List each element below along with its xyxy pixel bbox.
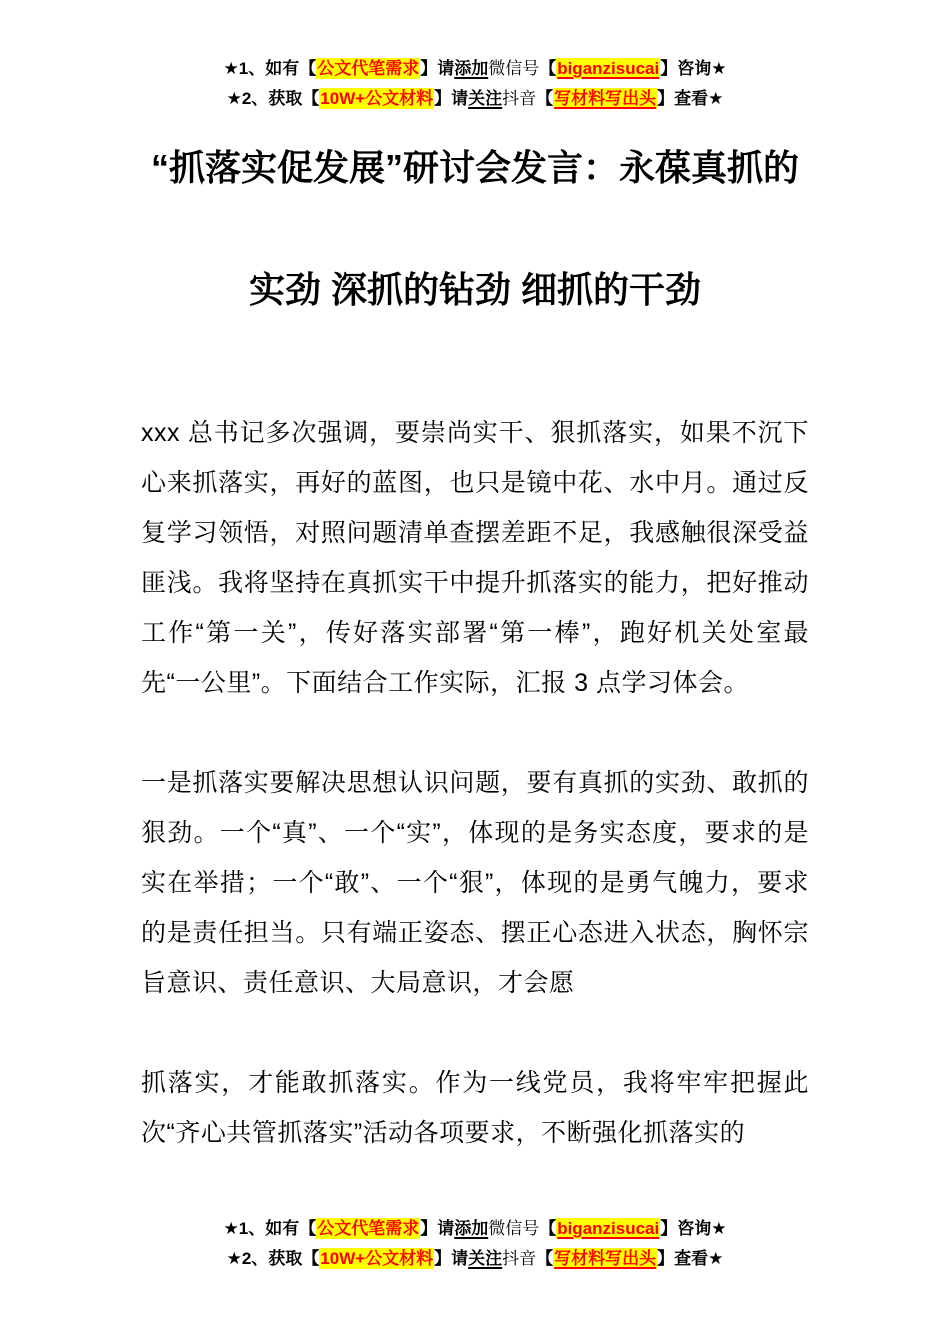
promo1-bracket: 【 bbox=[539, 59, 557, 78]
promo2-action-underlined: 关注 bbox=[468, 1249, 503, 1268]
promo1-prefix: ★1、如有【 bbox=[223, 59, 317, 78]
document-title-line-1: “抓落实促发展”研讨会发言：永葆真抓的 bbox=[150, 147, 799, 188]
promo2-douyin-id: 写材料写出头 bbox=[554, 1249, 657, 1268]
promo1-bracket: 【 bbox=[539, 1219, 557, 1238]
document-title-line-2: 实劲 深抓的钻劲 细抓的干劲 bbox=[248, 269, 701, 310]
footer-promo-line-2 bbox=[0, 1244, 950, 1274]
promo1-action-underlined: 添加 bbox=[454, 59, 489, 78]
promo2-douyin-id: 写材料写出头 bbox=[554, 89, 657, 108]
promo1-keyword-highlight: 公文代笔需求 bbox=[317, 59, 420, 78]
body-paragraph-3: 抓落实，才能敢抓落实。作为一线党员，我将牢牢把握此次“齐心共管抓落实”活动各项要求，不断强化抓落实的 bbox=[141, 1069, 809, 1147]
promo1-suffix: 】咨询★ bbox=[660, 59, 727, 78]
promo1-keyword-highlight: 公文代笔需求 bbox=[317, 1219, 420, 1238]
promo2-prefix: ★2、获取【 bbox=[226, 1249, 320, 1268]
promo2-suffix: 】查看★ bbox=[657, 89, 724, 108]
document-title bbox=[0, 144, 950, 314]
promo1-channel: 微信号 bbox=[488, 59, 540, 78]
promo1-suffix: 】咨询★ bbox=[660, 1219, 727, 1238]
promo2-channel: 抖音 bbox=[502, 1249, 537, 1268]
promo2-keyword-highlight: 10W+公文材料 bbox=[320, 89, 434, 108]
body-paragraph-2: 一是抓落实要解决思想认识问题，要有真抓的实劲、敢抓的狠劲。一个“真”、一个“实”，体现的是务实态度，要求的是实在举措；一个“敢”、一个“狠”，体现的是勇气魄力，要求的是责任担当。只有端正姿态、摆正心态进入状态，胸怀宗旨意识、责任意识、大局意识，才会愿 bbox=[141, 769, 809, 997]
document-body bbox=[0, 408, 950, 1158]
promo2-channel: 抖音 bbox=[502, 89, 537, 108]
promo1-channel: 微信号 bbox=[488, 1219, 540, 1238]
header-promo-line-2 bbox=[0, 84, 950, 114]
promo1-wechat-id: biganzisucai bbox=[557, 59, 660, 78]
promo2-mid: 】请 bbox=[434, 1249, 469, 1268]
header-promo bbox=[0, 0, 950, 114]
promo2-bracket: 【 bbox=[536, 89, 554, 108]
promo2-prefix: ★2、获取【 bbox=[226, 89, 320, 108]
promo1-mid: 】请 bbox=[420, 1219, 455, 1238]
promo2-mid: 】请 bbox=[434, 89, 469, 108]
promo1-prefix: ★1、如有【 bbox=[223, 1219, 317, 1238]
header-promo-line-1 bbox=[0, 54, 950, 84]
promo2-bracket: 【 bbox=[536, 1249, 554, 1268]
promo2-action-underlined: 关注 bbox=[468, 89, 503, 108]
promo2-keyword-highlight: 10W+公文材料 bbox=[320, 1249, 434, 1268]
footer-promo bbox=[0, 1214, 950, 1274]
promo1-wechat-id: biganzisucai bbox=[557, 1219, 660, 1238]
promo1-mid: 】请 bbox=[420, 59, 455, 78]
promo1-action-underlined: 添加 bbox=[454, 1219, 489, 1238]
footer-promo-line-1 bbox=[0, 1214, 950, 1244]
promo2-suffix: 】查看★ bbox=[657, 1249, 724, 1268]
body-paragraph-1: xxx 总书记多次强调，要崇尚实干、狠抓落实，如果不沉下心来抓落实，再好的蓝图，也只是镜中花、水中月。通过反复学习领悟，对照问题清单查摆差距不足，我感触很深受益匪浅。我将坚持在真抓实干中提升抓落实的能力，把好推动工作“第一关”，传好落实部署“第一棒”，跑好机关处室最先“一公里”。下面结合工作实际，汇报 3 点学习体会。 bbox=[141, 419, 809, 697]
